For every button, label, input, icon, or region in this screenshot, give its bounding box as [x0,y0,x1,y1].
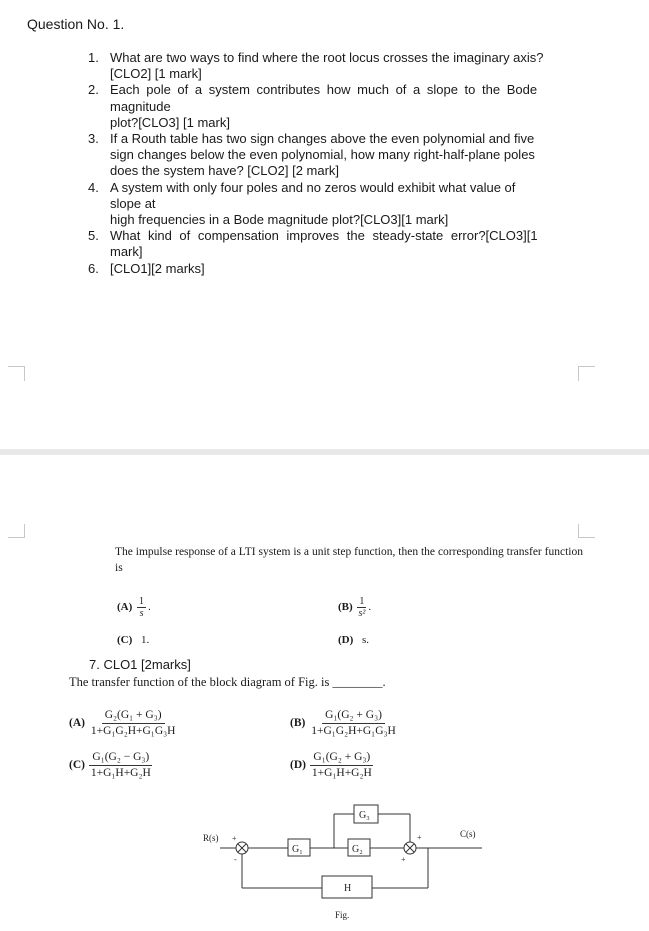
crop-mark [578,524,595,538]
fraction-denominator: 1+G₁G₂H+G₁G₃H [311,725,396,737]
item-number: 4. [88,179,99,195]
fraction-denominator: 1+G₁H+G₂H [90,767,151,779]
g2-label: G₂ [352,844,363,855]
tf-option-a [69,708,178,739]
question-list [88,50,586,277]
item-text: A system with only four poles and no zeros would exhibit what value of [110,179,516,195]
item-number: 3. [88,131,99,147]
item-text: mark] [110,244,143,260]
option-label: (B) [338,601,353,614]
fraction-numerator: G₂(G₁ + G₃) [102,708,165,724]
fraction-denominator: 1+G₁G₂H+G₁G₃H [90,725,176,737]
tf-option-d [290,750,375,781]
option-label: (A) [117,601,133,614]
fraction-numerator: G₁(G₂ + G₃) [310,750,373,766]
figure-caption: Fig. [335,910,350,920]
output-label: C(s) [460,829,476,839]
fraction-denominator: 1+G₁H+G₂H [311,767,372,779]
option-label: (C) [117,634,133,646]
option-c [117,634,149,646]
plus-sign: + [417,833,422,842]
plus-sign: + [232,834,237,843]
input-label: R(s) [203,833,219,843]
fraction-denominator: s² [358,608,366,619]
item-text: sign changes below the even polynomial, how many right-half-plane poles [110,147,535,163]
option-d [338,634,369,646]
fraction-denominator: s [139,608,144,619]
q7-text: The transfer function of the block diagram of Fig. is ________. [69,675,386,689]
list-item [88,50,586,82]
item-number: 1. [88,50,99,65]
item-text: does the system have? [CLO2] [2 mark] [110,163,340,179]
item-text: What kind of compensation improves the steady-state error?[CLO3][1 [110,228,538,244]
item-text: What are two ways to find where the root locus crosses the imaginary axis? [110,50,544,65]
tf-option-c [69,750,154,781]
item-text: [CLO2] [1 mark] [110,66,202,82]
crop-mark [578,366,595,381]
impulse-question: The impulse response of a LTI system is a unit step function, then the corresponding transfer function is [115,546,583,574]
g3-label: G₃ [359,810,370,821]
plus-sign: + [401,855,406,864]
item-number: 5. [88,228,99,244]
option-b: (B) $\frac{1}{\text{s²}}$ . [338,596,372,619]
item-text: [CLO1][2 marks] [110,260,205,276]
page-divider [0,449,649,455]
crop-mark [8,366,25,381]
crop-mark [8,524,25,538]
option-label: (D) [290,759,306,772]
item-number: 6. [88,260,99,276]
item-number: 2. [88,82,99,98]
summing-junction-2 [404,842,416,854]
fraction-numerator: 1 [139,596,145,607]
item-text: If a Routh table has two sign changes above the even polynomial and five [110,131,535,147]
item-text: high frequencies in a Bode magnitude plot?[CLO3][1 mark] [110,212,449,228]
option-label: (B) [290,717,306,730]
item-text: magnitude [110,98,171,114]
fraction-numerator: G₁(G₂ + G₃) [322,708,385,724]
question-heading: Question No. 1. [27,16,125,32]
option-a: (A) $\frac{1}{s}$ . [117,596,151,619]
list-item [88,82,586,131]
list-item [88,261,586,277]
fraction-numerator: 1 [359,596,365,607]
option-value: 1. [141,634,150,646]
block-diagram [198,802,488,927]
summing-junction-1 [236,842,248,854]
g1-label: G₁ [292,844,303,855]
minus-sign: - [234,855,237,864]
list-item [88,131,586,180]
option-label: (A) [69,717,85,730]
list-item [88,228,586,260]
item-text: slope at [110,195,156,211]
list-item [88,180,586,229]
option-value: s. [362,634,370,646]
option-label: (D) [338,634,354,646]
tf-option-b [290,708,399,739]
item-text: Each pole of a system contributes how much of a slope to the Bode [110,82,538,98]
h-label: H [344,883,352,894]
fraction-numerator: G₁(G₂ − G₃) [89,750,152,766]
q7-title: 7. CLO1 [2marks] [89,657,191,672]
item-text: plot?[CLO3] [1 mark] [110,114,230,130]
option-label: (C) [69,759,85,772]
